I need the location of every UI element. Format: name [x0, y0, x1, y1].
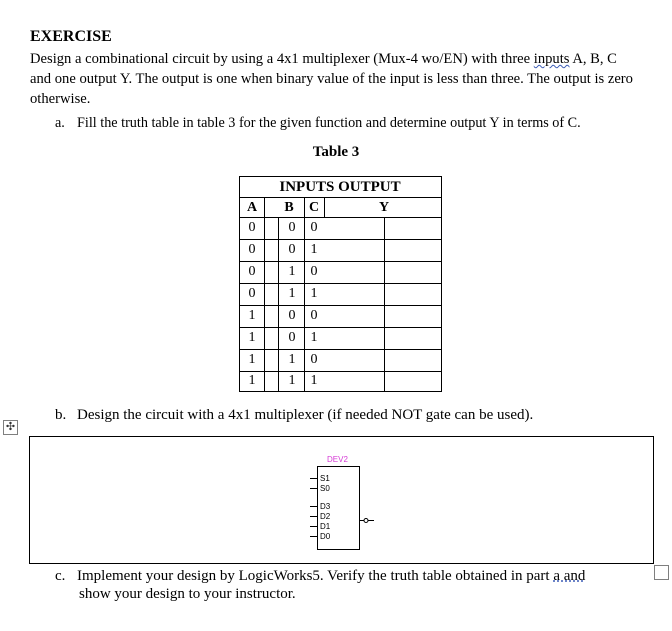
col-header-c: C	[308, 200, 320, 215]
cell-b: 0	[288, 242, 296, 257]
exercise-title: EXERCISE	[30, 28, 112, 45]
col-header-a: A	[246, 200, 258, 215]
pin-label: D3	[320, 502, 331, 511]
cell-a: 1	[248, 308, 256, 323]
output-inversion-bubble	[364, 519, 368, 523]
cell-c: 1	[310, 330, 318, 345]
cell-c: 0	[310, 264, 318, 279]
pin-label: D0	[320, 532, 331, 541]
cell-c: 0	[310, 352, 318, 367]
question-a-label: a.	[55, 115, 65, 131]
pin-label: D2	[320, 512, 331, 521]
cell-a: 1	[248, 352, 256, 367]
col-header-y: Y	[378, 200, 390, 215]
pin-label: D1	[320, 522, 331, 531]
question-b-text: Design the circuit with a 4x1 multiplexer (if needed NOT gate can be used).	[77, 407, 534, 423]
move-icon: ✣	[5, 420, 16, 433]
question-a-text: Fill the truth table in table 3 for the given function and determine output Y in terms of C.	[77, 115, 581, 131]
cell-b: 1	[288, 264, 296, 279]
cell-b: 0	[288, 220, 296, 235]
output-header: OUTPUT	[338, 179, 401, 195]
pin-label: S1	[320, 474, 330, 483]
col-header-b: B	[284, 200, 294, 215]
cell-c: 0	[310, 220, 318, 235]
cell-b: 1	[288, 286, 296, 301]
design-box-resize-handle[interactable]	[654, 565, 669, 580]
cell-a: 0	[248, 264, 256, 279]
mux-device-label: DEV2	[327, 455, 348, 464]
intro-text-rest: A, B, C and one output Y. The output is one when binary value of the input is less than three. The output is zero otherwise.	[30, 51, 633, 107]
cell-a: 0	[248, 242, 256, 257]
intro-text: Design a combinational circuit by using a 4x1 multiplexer (Mux-4 wo/EN) with three	[30, 51, 534, 67]
mux-pin-labels-data	[320, 502, 330, 542]
mux-pin-labels-select	[320, 474, 330, 494]
inputs-header: INPUTS	[279, 179, 335, 195]
pin-label: S0	[320, 484, 330, 493]
cell-c: 1	[310, 286, 318, 301]
cell-a: 1	[248, 373, 256, 388]
grammar-flagged-text[interactable]: a and	[553, 568, 586, 584]
spell-flagged-word[interactable]: inputs	[533, 51, 570, 67]
question-c-label: c.	[55, 568, 66, 584]
question-c	[55, 567, 585, 603]
cell-a: 1	[248, 330, 256, 345]
cell-b: 0	[288, 330, 296, 345]
cell-a: 0	[248, 286, 256, 301]
cell-a: 0	[248, 220, 256, 235]
table-caption: Table 3	[312, 144, 360, 160]
cell-b: 1	[288, 373, 296, 388]
question-b-label: b.	[55, 407, 67, 423]
cell-b: 0	[288, 308, 296, 323]
cell-c: 1	[310, 373, 318, 388]
question-c-text: Implement your design by LogicWorks5. Verify the truth table obtained in part	[77, 568, 554, 584]
question-c-line-1	[55, 567, 585, 585]
question-c-line-2: show your design to your instructor.	[79, 586, 296, 602]
cell-c: 1	[310, 242, 318, 257]
cell-c: 0	[310, 308, 318, 323]
cell-b: 1	[288, 352, 296, 367]
